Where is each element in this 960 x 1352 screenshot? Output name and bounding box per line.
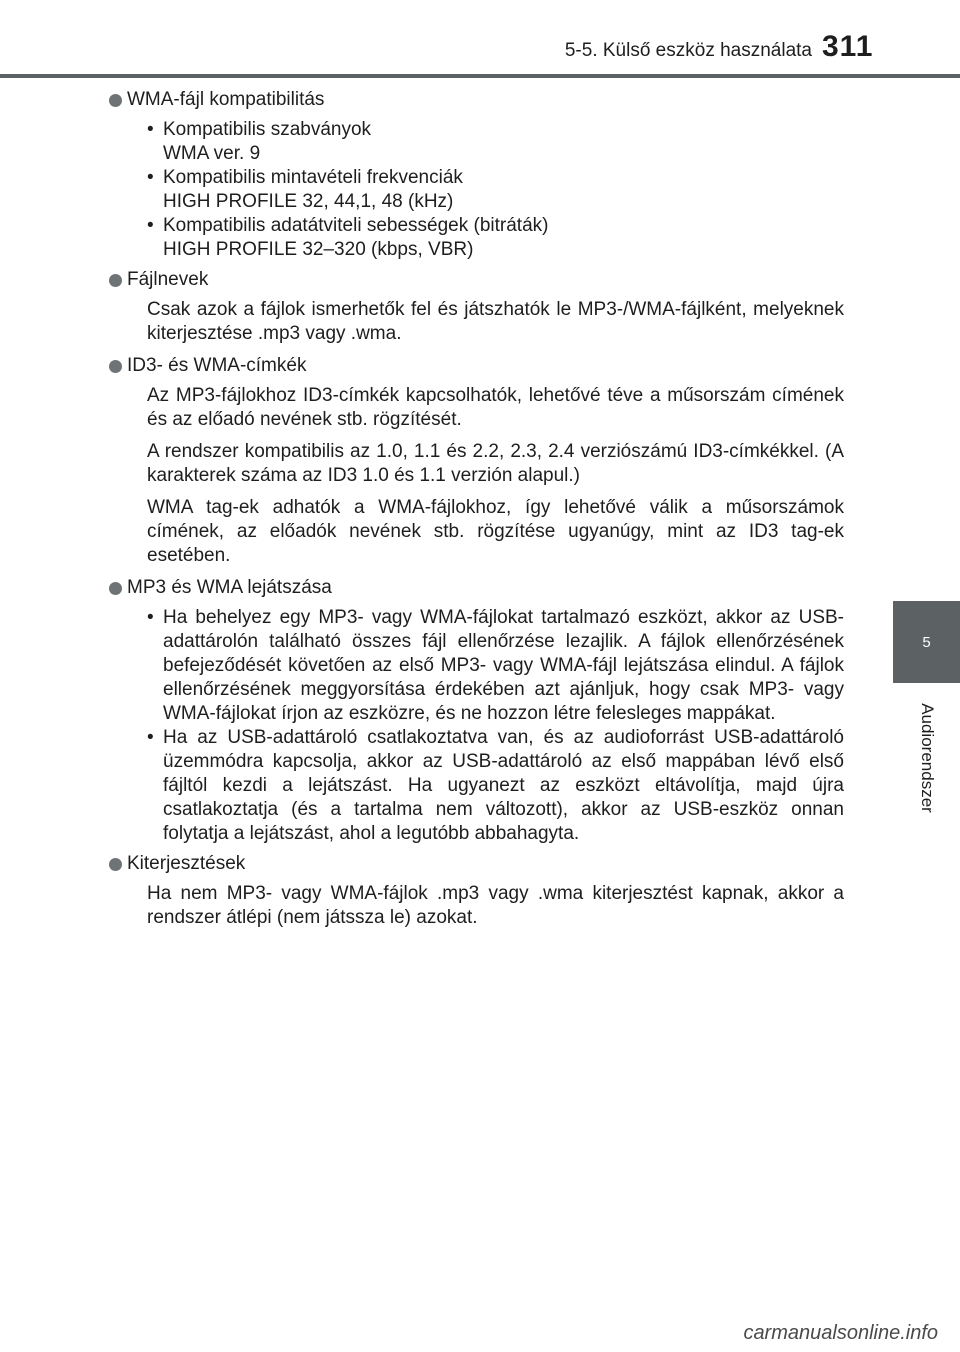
bullet-circle-icon <box>109 858 122 871</box>
bullet-circle-icon <box>109 582 122 595</box>
heading-text: ID3- és WMA-címkék <box>127 355 307 376</box>
section-tags <box>127 354 844 568</box>
section-filenames <box>127 268 844 346</box>
section-wma-compatibility <box>127 88 844 262</box>
running-header-title: 5-5. Külső eszköz használata <box>564 40 812 61</box>
heading-text: MP3 és WMA lejátszása <box>127 577 332 598</box>
spec-value: WMA ver. 9 <box>163 143 261 164</box>
section-heading <box>127 354 844 378</box>
list-item <box>127 118 844 166</box>
spec-label: • Kompatibilis adatátviteli sebességek (bitráták) <box>163 215 549 236</box>
chapter-tab <box>893 601 960 683</box>
spec-value: HIGH PROFILE 32–320 (kbps, VBR) <box>163 239 474 260</box>
list-item <box>127 166 844 214</box>
section-extensions <box>127 852 844 930</box>
header-rule <box>0 74 960 78</box>
list-item: • Ha behelyez egy MP3- vagy WMA-fájlokat tartalmazó eszközt, akkor az USB-adattárolón található összes fájl ellenőrzése lezajlik. A fájlok ellenőrzésének befejeződését követően az első MP3- vagy WMA-fájl lejátszása elindul. A fájlok ellenőrzésének meggyorsítása érdekében azt ajánljuk, hogy csak MP3- vagy WMA-fájlokat írjon az eszközre, és ne hozzon létre felesleges mappákat. <box>127 606 844 726</box>
spec-label: • Kompatibilis mintavételi frekvenciák <box>163 167 463 188</box>
paragraph: WMA tag-ek adhatók a WMA-fájlokhoz, így lehetővé válik a műsorszámok címének, az előadók nevének stb. rögzítése ugyanúgy, mint az ID3 tag-ek esetében. <box>147 497 844 566</box>
heading-text: WMA-fájl kompatibilitás <box>127 89 325 110</box>
list-item <box>127 214 844 262</box>
spec-value: HIGH PROFILE 32, 44,1, 48 (kHz) <box>163 191 454 212</box>
spec-list <box>127 118 844 262</box>
page-number: 311 <box>822 30 874 63</box>
heading-text: Kiterjesztések <box>127 853 246 874</box>
paragraph: Az MP3-fájlokhoz ID3-címkék kapcsolhatók, lehetővé téve a műsorszám címének és az előadó nevének stb. rögzítését. <box>147 385 844 430</box>
bullet-circle-icon <box>109 360 122 373</box>
list-item: • Ha az USB-adattároló csatlakoztatva van, és az audioforrást USB-adattároló üzemmódra kapcsolja, akkor az USB-adattároló az első mappában lévő első fájltól kezdi a lejátszást. Ha ugyanezt az eszközt eltávolítja, majd újra csatlakoztatja (és a tartalma nem változott), akkor az USB-eszköz onnan folytatja a lejátszást, ahol a legutóbb abbahagyta. <box>127 726 844 846</box>
paragraph: A rendszer kompatibilis az 1.0, 1.1 és 2.2, 2.3, 2.4 verziószámú ID3-címkékkel. (A karakterek száma az ID3 1.0 és 1.1 verzión alapul.) <box>147 441 844 486</box>
watermark: carmanualsonline.info <box>743 1322 938 1344</box>
chapter-label <box>893 683 960 833</box>
paragraph: Csak azok a fájlok ismerhetők fel és játszhatók le MP3-/WMA-fájlként, melyeknek kiterjesztése .mp3 vagy .wma. <box>147 299 844 344</box>
bullet-circle-icon <box>109 274 122 287</box>
bullet-circle-icon <box>109 94 122 107</box>
spec-label: • Kompatibilis szabványok <box>163 119 372 140</box>
page-content <box>127 88 844 938</box>
section-heading <box>127 852 844 876</box>
section-heading <box>127 576 844 600</box>
bullet-list <box>127 606 844 846</box>
section-playback <box>127 576 844 846</box>
heading-text: Fájlnevek <box>127 269 209 290</box>
section-heading <box>127 88 844 112</box>
section-heading <box>127 268 844 292</box>
chapter-number: 5 <box>922 633 931 651</box>
paragraph: Ha nem MP3- vagy WMA-fájlok .mp3 vagy .wma kiterjesztést kapnak, akkor a rendszer átlépi (nem játssza le) azokat. <box>147 883 844 928</box>
chapter-label-text: Audiorendszer <box>917 703 937 813</box>
